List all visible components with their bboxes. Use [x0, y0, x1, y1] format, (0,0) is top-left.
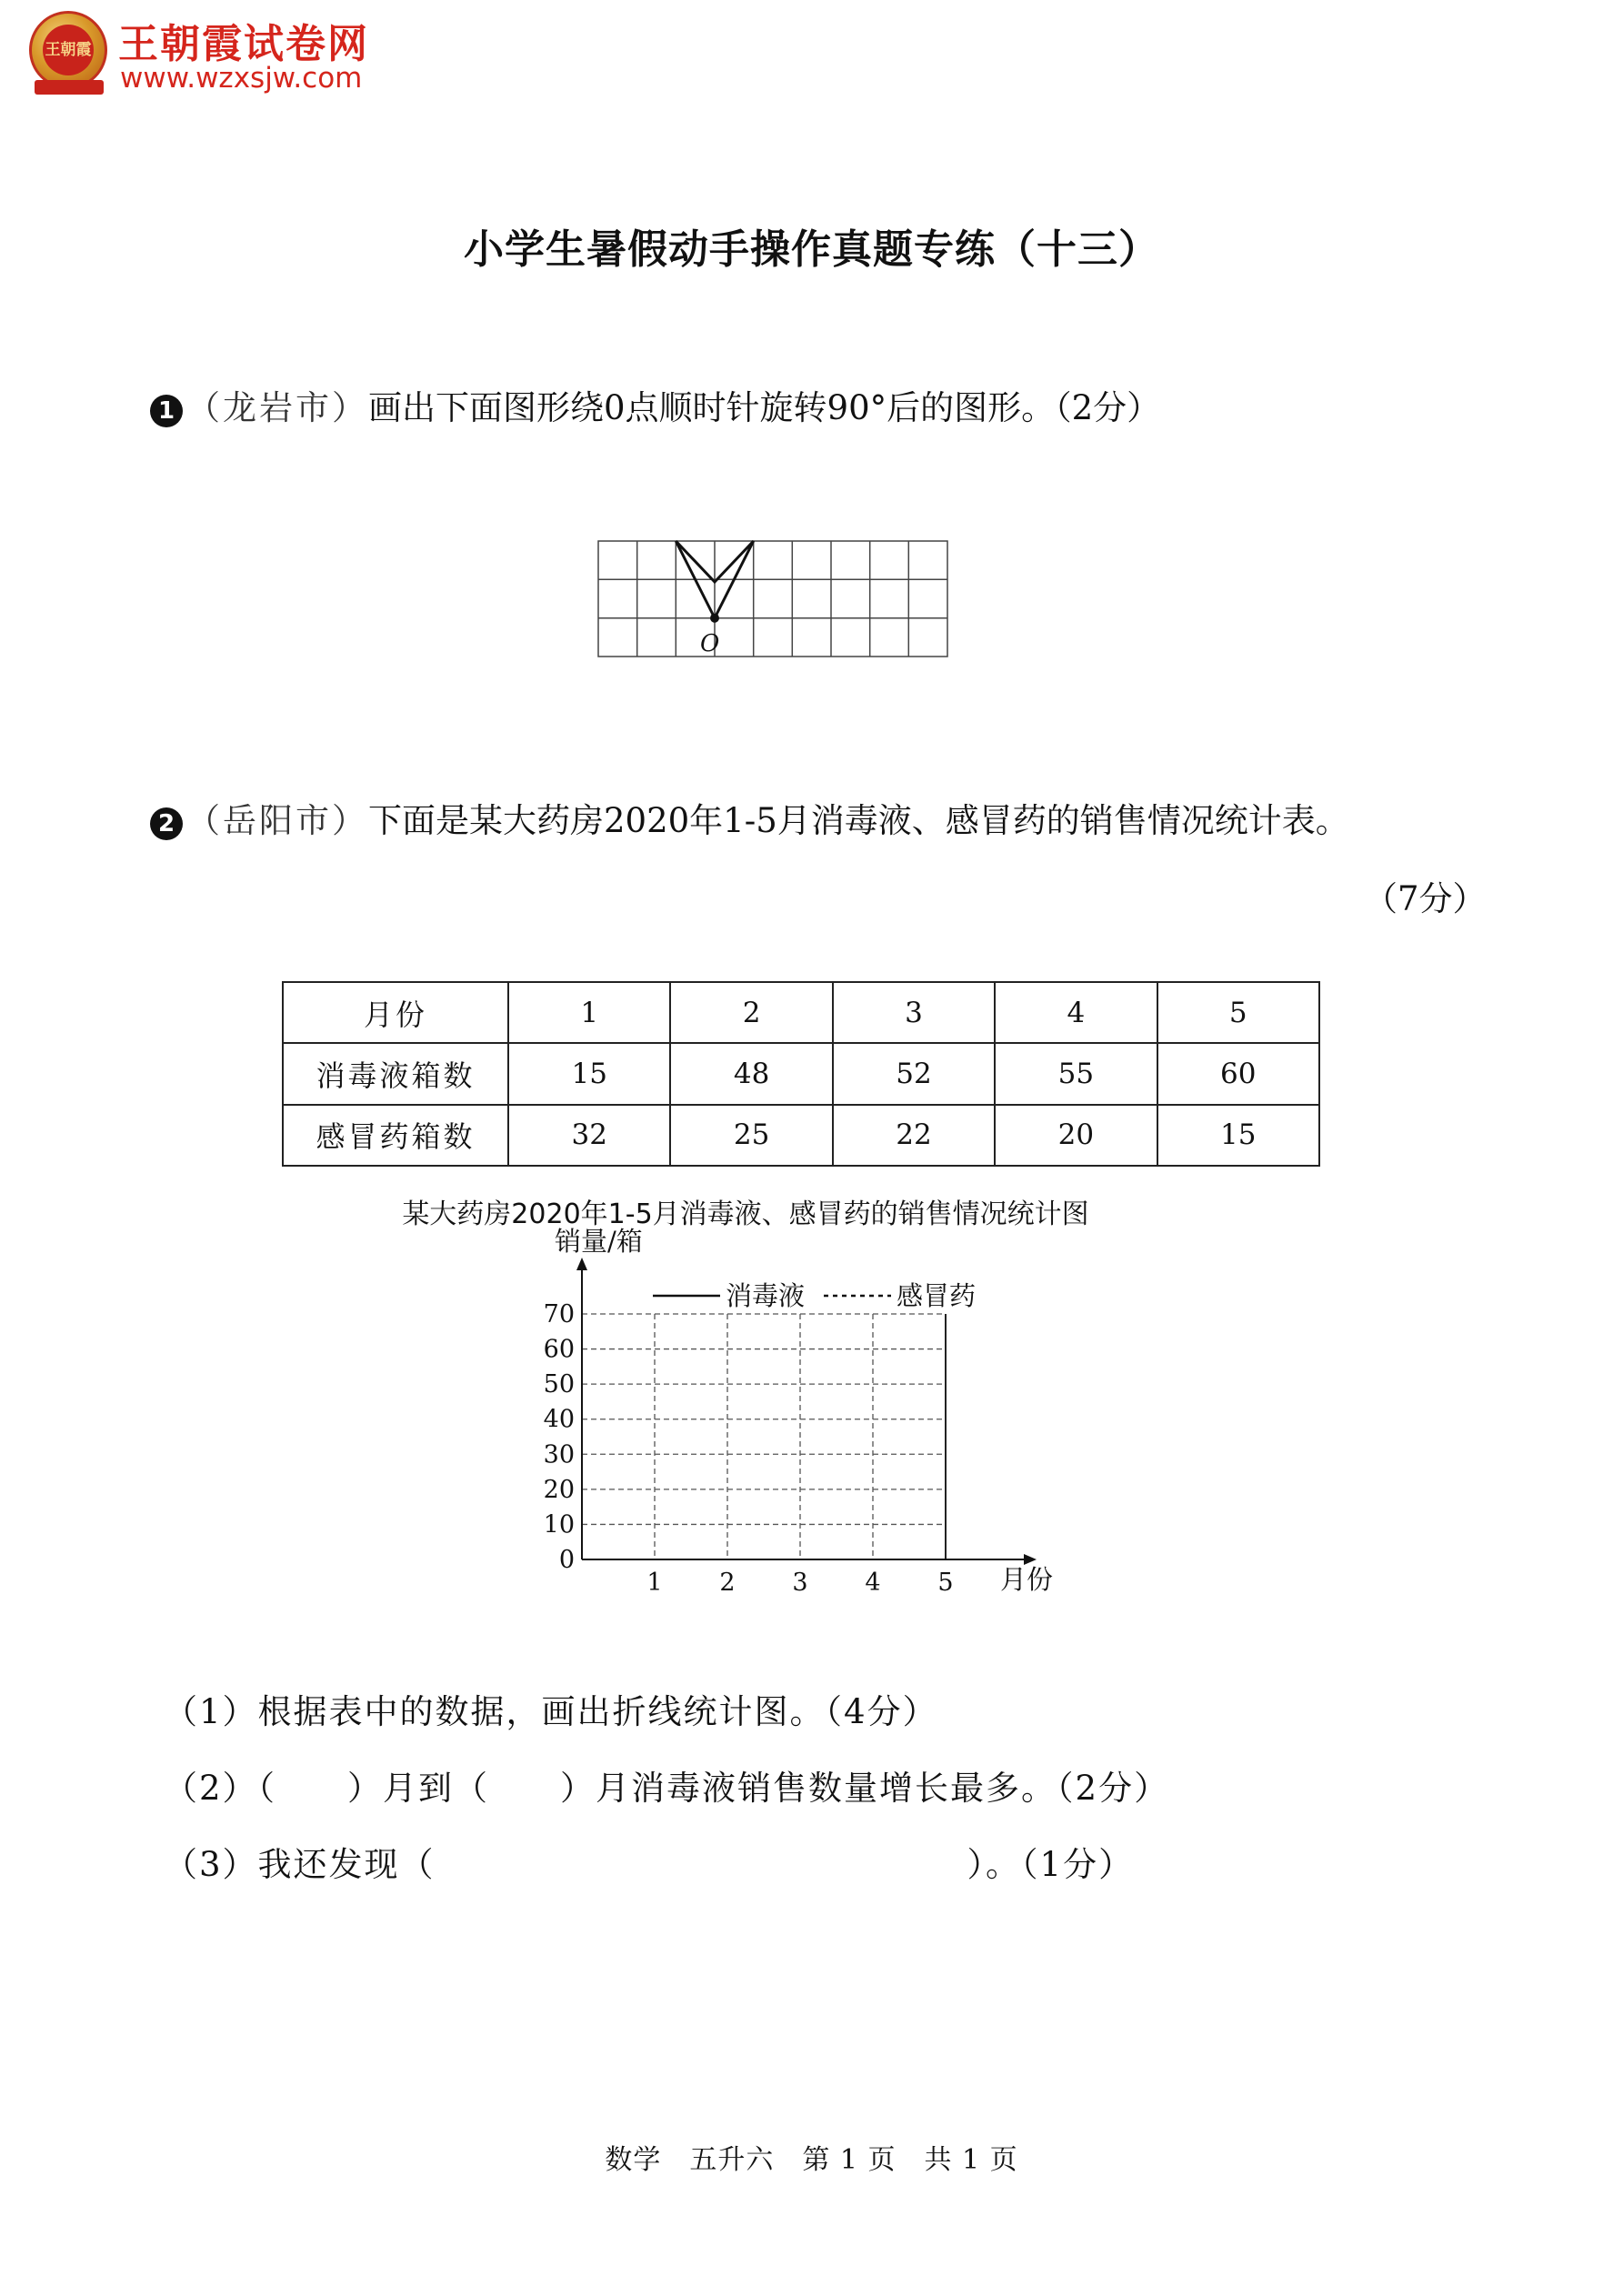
question-2-score: （7分）: [1364, 879, 1487, 918]
sub-question-2: （2）（ ）月到（ ）月消毒液销售数量增长最多。（2分）: [164, 1769, 1170, 1808]
question-number-2: 2: [150, 807, 183, 840]
table-cell: 60: [1157, 1043, 1319, 1104]
chart-ticks: [544, 1300, 954, 1597]
table-header-cell: 5: [1157, 982, 1319, 1043]
chart-y-tick-label: 40: [543, 1405, 575, 1434]
chart-x-tick-label: 2: [719, 1569, 736, 1597]
sub-question-3: （3）我还发现（ ）。（1分）: [164, 1845, 1135, 1884]
table-cell: 感冒药箱数: [283, 1105, 508, 1166]
line-chart: [509, 1223, 1073, 1605]
chart-x-tick-label: 5: [937, 1569, 954, 1597]
table-cell: 55: [995, 1043, 1157, 1104]
legend-label-cold-medicine: 感冒药: [897, 1280, 977, 1311]
question-1-city: （龙岩市）: [186, 388, 368, 427]
chart-y-tick-label: 60: [543, 1335, 575, 1364]
chart-x-tick-label: 4: [865, 1569, 881, 1597]
table-cell: 32: [508, 1105, 670, 1166]
sub-question-1: （1）根据表中的数据，画出折线统计图。（4分）: [164, 1692, 938, 1731]
table-cell: 20: [995, 1105, 1157, 1166]
chart-y-axis-arrow: [576, 1258, 587, 1270]
table-row: [283, 982, 1319, 1043]
table-header-cell: 3: [833, 982, 995, 1043]
table-cell: 48: [670, 1043, 832, 1104]
question-1-text: 画出下面图形绕0点顺时针旋转90°后的图形。（2分）: [368, 388, 1161, 427]
table-cell: 22: [833, 1105, 995, 1166]
chart-y-tick-label: 50: [543, 1370, 575, 1399]
chart-y-tick-label: 0: [558, 1546, 575, 1574]
table-row: [283, 1105, 1319, 1166]
chart-x-axis-label: 月份: [1000, 1564, 1054, 1595]
point-o-label: O: [700, 630, 720, 657]
table-header-cell: 4: [995, 982, 1157, 1043]
table-cell: 消毒液箱数: [283, 1043, 508, 1104]
legend-label-disinfectant: 消毒液: [726, 1280, 806, 1311]
brand-name: 王朝霞试卷网: [118, 21, 369, 67]
chart-y-tick-label: 70: [543, 1300, 575, 1328]
table-cell: 52: [833, 1043, 995, 1104]
chart-y-tick-label: 10: [543, 1510, 575, 1539]
page-footer: 数学 五升六 第 1 页 共 1 页: [605, 2144, 1018, 2176]
table-header-cell: 1: [508, 982, 670, 1043]
chart-y-axis-label: 销量/箱: [555, 1226, 643, 1257]
brand-url: www.wzxsjw.com: [120, 62, 363, 95]
chart-x-tick-label: 1: [646, 1569, 663, 1597]
brand-logo: [29, 11, 107, 89]
question-2-city: （岳阳市）: [186, 801, 368, 840]
question-number-1: 1: [150, 395, 183, 427]
question-1: [150, 380, 1160, 429]
chart-title: 某大药房2020年1-5月消毒液、感冒药的销售情况统计图: [402, 1198, 1089, 1230]
question-2: [150, 793, 1349, 842]
table-cell: 25: [670, 1105, 832, 1166]
page-title: 小学生暑假动手操作真题专练（十三）: [464, 226, 1159, 273]
table-header-cell: 2: [670, 982, 832, 1043]
chart-x-tick-label: 3: [792, 1569, 808, 1597]
chart-y-tick-label: 30: [543, 1440, 575, 1469]
table-cell: 15: [1157, 1105, 1319, 1166]
rotation-center-point: [710, 614, 719, 623]
table-cell: 15: [508, 1043, 670, 1104]
brand-logo-text: 王朝霞: [43, 25, 94, 75]
question-2-text: 下面是某大药房2020年1-5月消毒液、感冒药的销售情况统计表。: [368, 801, 1349, 840]
rotation-grid: [598, 541, 947, 657]
sales-table: [282, 981, 1320, 1167]
table-row: [283, 1043, 1319, 1104]
brand-logo-ribbon: [35, 80, 104, 95]
table-header-cell: 月份: [283, 982, 508, 1043]
rotation-grid-figure: [596, 538, 952, 664]
chart-legend: [653, 1280, 976, 1311]
chart-y-tick-label: 20: [543, 1475, 575, 1504]
